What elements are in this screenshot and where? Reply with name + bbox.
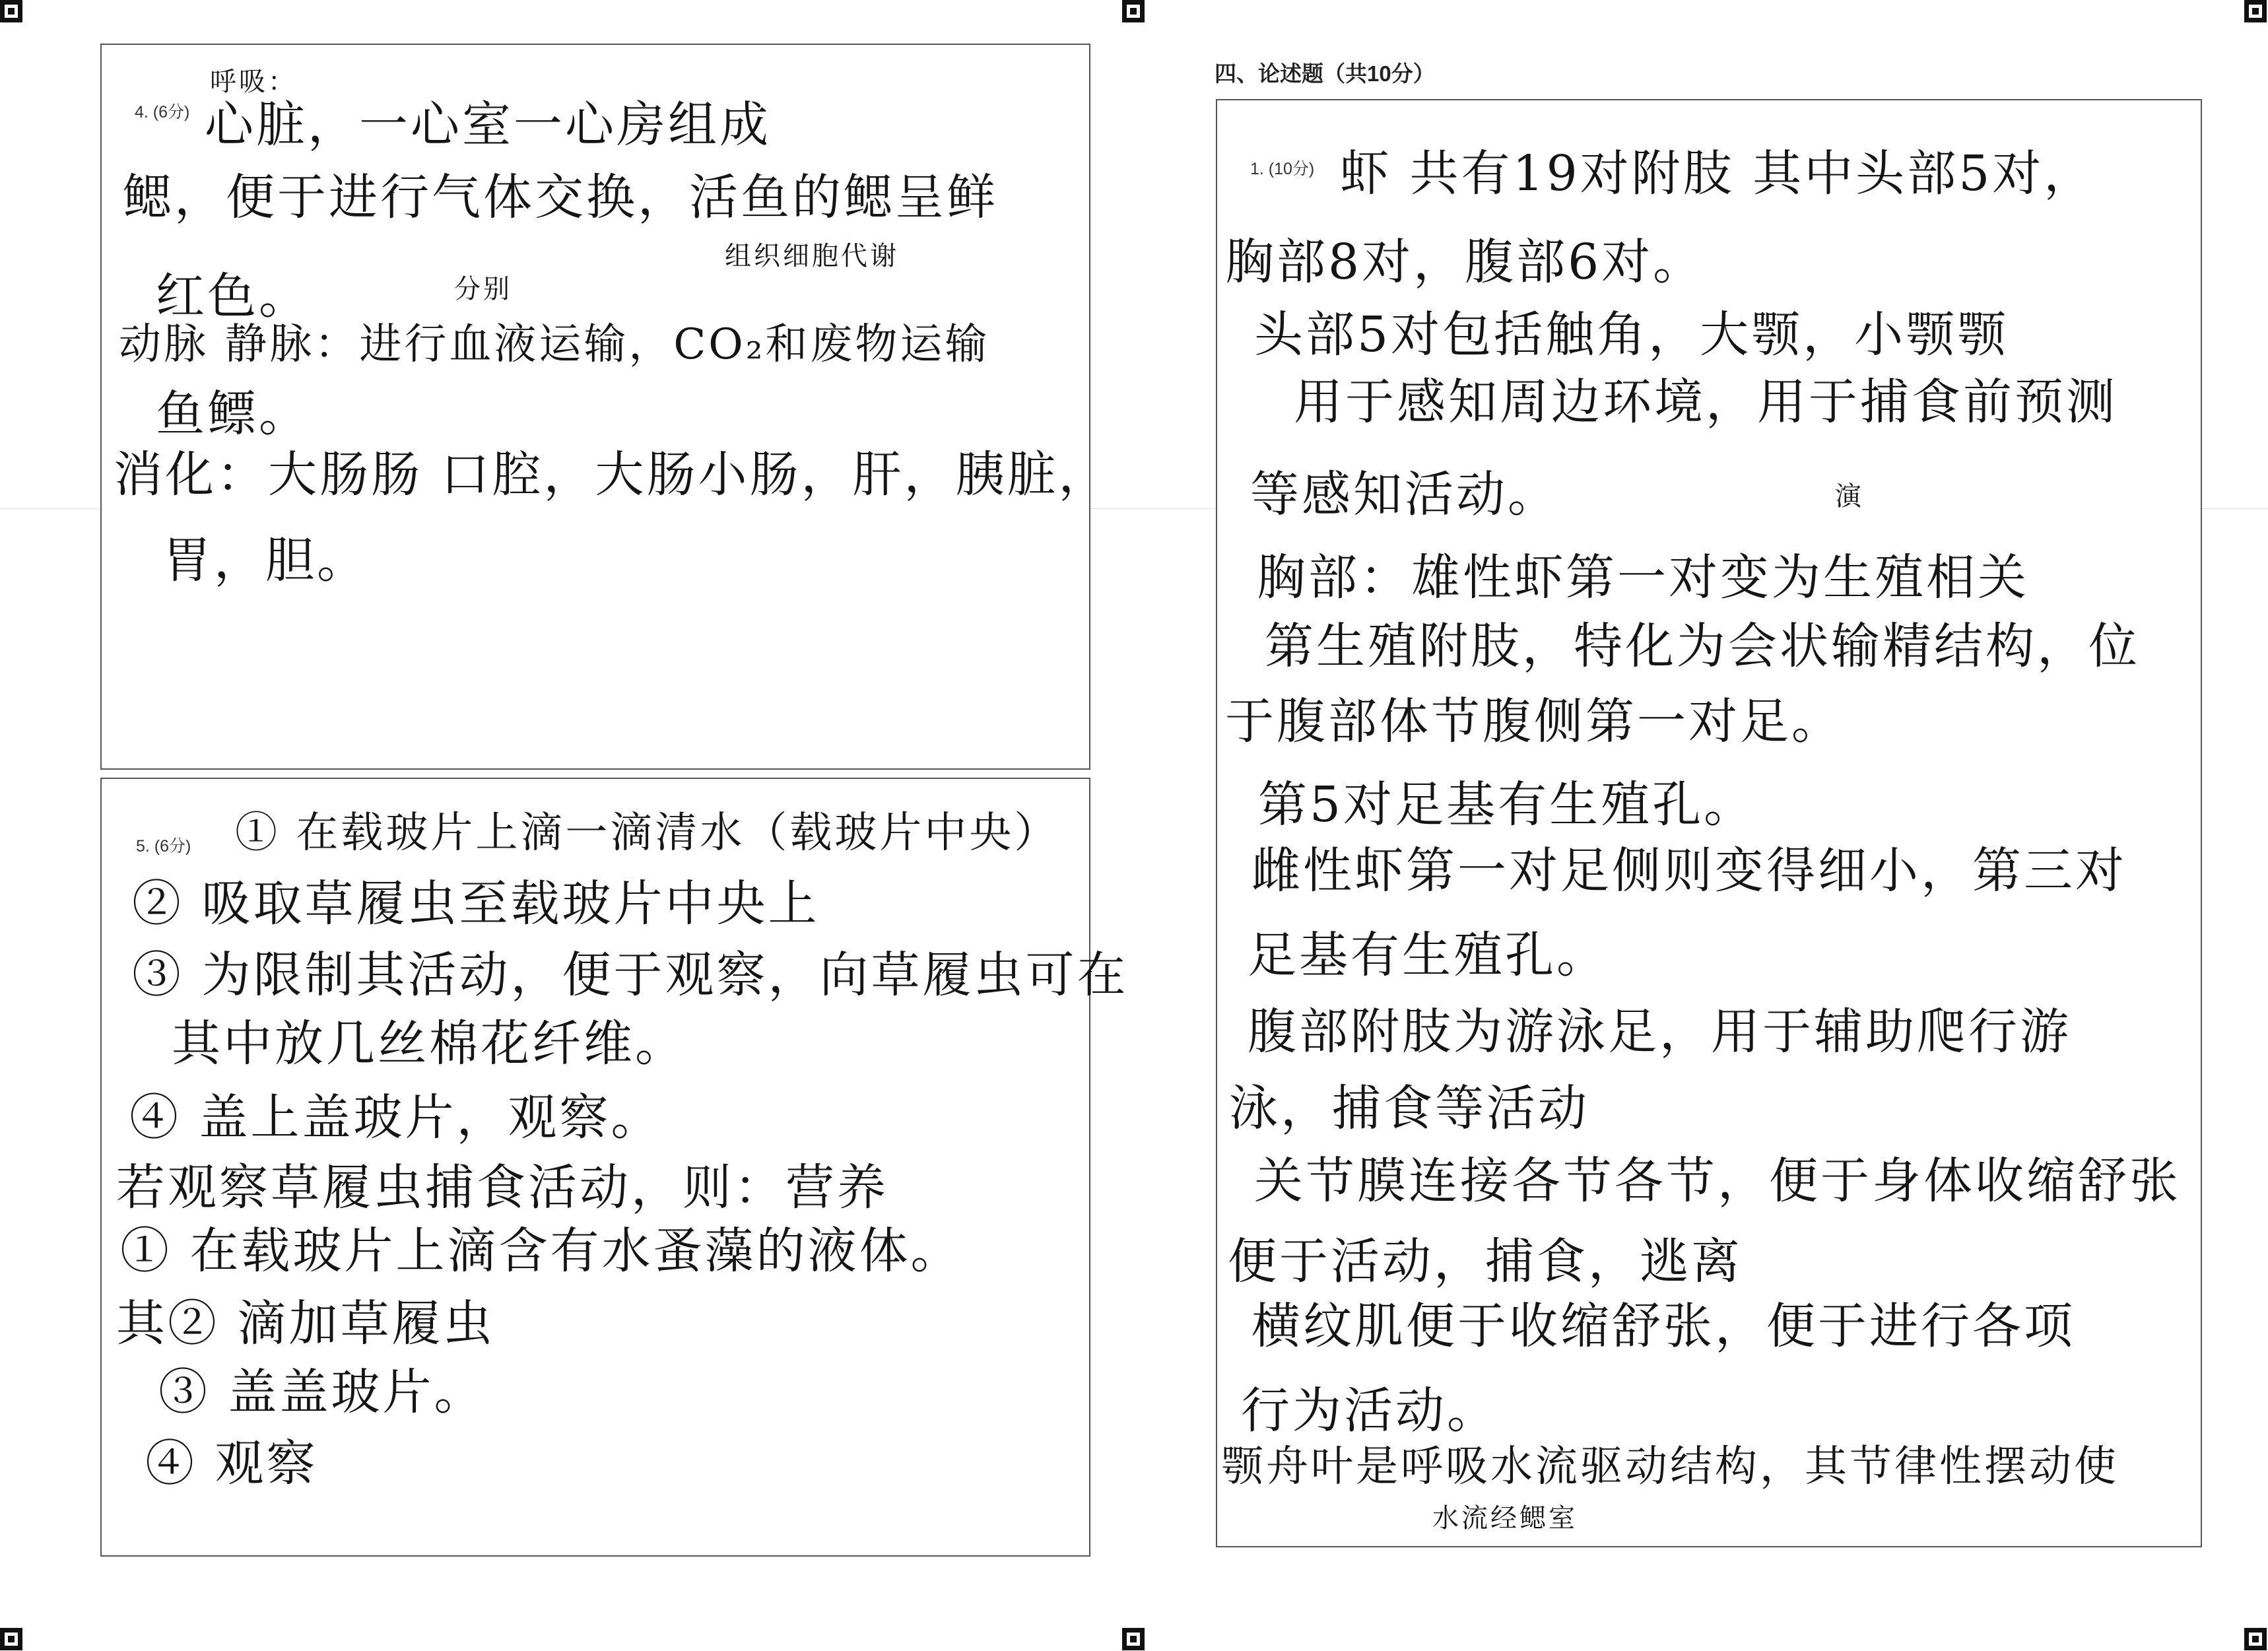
handwritten-line: 关节膜连接各节各节，便于身体收缩舒张	[1254, 1153, 2181, 1209]
registration-marker-bottom-right	[2244, 1628, 2267, 1650]
handwritten-line: 第5对足基有生殖孔。	[1258, 776, 1756, 833]
handwritten-line: ① 在载玻片上滴一滴清水（载玻片中央）	[235, 809, 1059, 858]
handwritten-line: ② 吸取草履虫至载玻片中央上	[132, 875, 820, 932]
handwritten-line: 其② 滴加草履虫	[116, 1295, 495, 1352]
handwritten-line: 等感知活动。	[1250, 466, 1559, 523]
handwritten-annotation: 分别	[454, 274, 512, 304]
handwritten-line: 第生殖附肢，特化为会状输精结构，位	[1265, 618, 2140, 675]
handwritten-line: 水流经鳃室	[1432, 1503, 1578, 1533]
handwritten-line: 红色。	[156, 268, 310, 325]
registration-marker-bottom-left	[0, 1628, 22, 1650]
handwritten-line: 其中放几丝棉花纤维。	[172, 1015, 686, 1072]
question-label-essay-q1: 1. (10分)	[1250, 160, 1315, 178]
handwritten-line: 消化：大肠肠 口腔，大肠小肠，肝，胰脏，	[114, 446, 1110, 503]
section-title: 四、论述题（共10分）	[1215, 61, 1435, 86]
handwritten-line: ③ 为限制其活动，便于观察，向草履虫可在	[132, 947, 1129, 1003]
handwritten-line: 胸部8对，腹部6对。	[1225, 234, 1705, 290]
handwritten-line: 胃，胆。	[162, 532, 368, 589]
handwritten-line: 雌性虾第一对足侧则变得细小，第三对	[1251, 842, 2127, 899]
handwritten-line: 横纹肌便于收缩舒张，便于进行各项	[1251, 1298, 2075, 1355]
registration-marker-top-left	[0, 0, 22, 22]
handwritten-line: 心脏，一心室一心房组成	[205, 96, 771, 153]
handwritten-line: 足基有生殖孔。	[1248, 927, 1608, 984]
handwritten-line: 胸部：雄性虾第一对变为生殖相关	[1257, 549, 2029, 606]
handwritten-line: 泳，捕食等活动	[1229, 1080, 1589, 1137]
handwritten-line: 鱼鳔。	[156, 386, 310, 442]
handwritten-line: 便于活动，捕食，逃离	[1228, 1233, 1743, 1290]
handwritten-line: 腹部附肢为游泳足，用于辅助爬行游	[1248, 1003, 2071, 1060]
handwritten-line: ④ 观察	[145, 1435, 318, 1492]
registration-marker-bottom-center	[1122, 1628, 1145, 1650]
handwritten-annotation: 组织细胞代谢	[725, 241, 899, 271]
handwritten-line: ④ 盖上盖玻片，观察。	[129, 1089, 663, 1146]
handwritten-line: ③ 盖盖玻片。	[158, 1364, 486, 1421]
handwritten-annotation: 演	[1835, 481, 1864, 512]
handwritten-line: 若观察草履虫捕食活动，则：营养	[116, 1159, 888, 1216]
handwritten-line: 呼吸：	[210, 67, 297, 97]
handwritten-line: 虾 共有19对附肢 其中头部5对，	[1340, 145, 2096, 202]
handwritten-line: 鳃，便于进行气体交换，活鱼的鳃呈鲜	[123, 169, 998, 226]
handwritten-line: 头部5对包括触角，大颚，小颚颚	[1254, 306, 2009, 363]
question-label-q5: 5. (6分)	[136, 837, 191, 856]
handwritten-line: 行为活动。	[1241, 1382, 1498, 1439]
handwritten-line: 用于感知周边环境，用于捕食前预测	[1294, 374, 2118, 430]
question-label-q4: 4. (6分)	[135, 103, 190, 121]
handwritten-line: ① 在载玻片上滴含有水蚤藻的液体。	[120, 1223, 962, 1279]
registration-marker-top-right	[2244, 0, 2267, 22]
registration-marker-top-center	[1122, 0, 1145, 22]
handwritten-line: 动脉 静脉：进行血液运输，CO₂和废物运输	[119, 320, 990, 369]
handwritten-line: 颚舟叶是呼吸水流驱动结构，其节律性摆动使	[1221, 1442, 2119, 1491]
handwritten-line: 于腹部体节腹侧第一对足。	[1225, 693, 1843, 750]
